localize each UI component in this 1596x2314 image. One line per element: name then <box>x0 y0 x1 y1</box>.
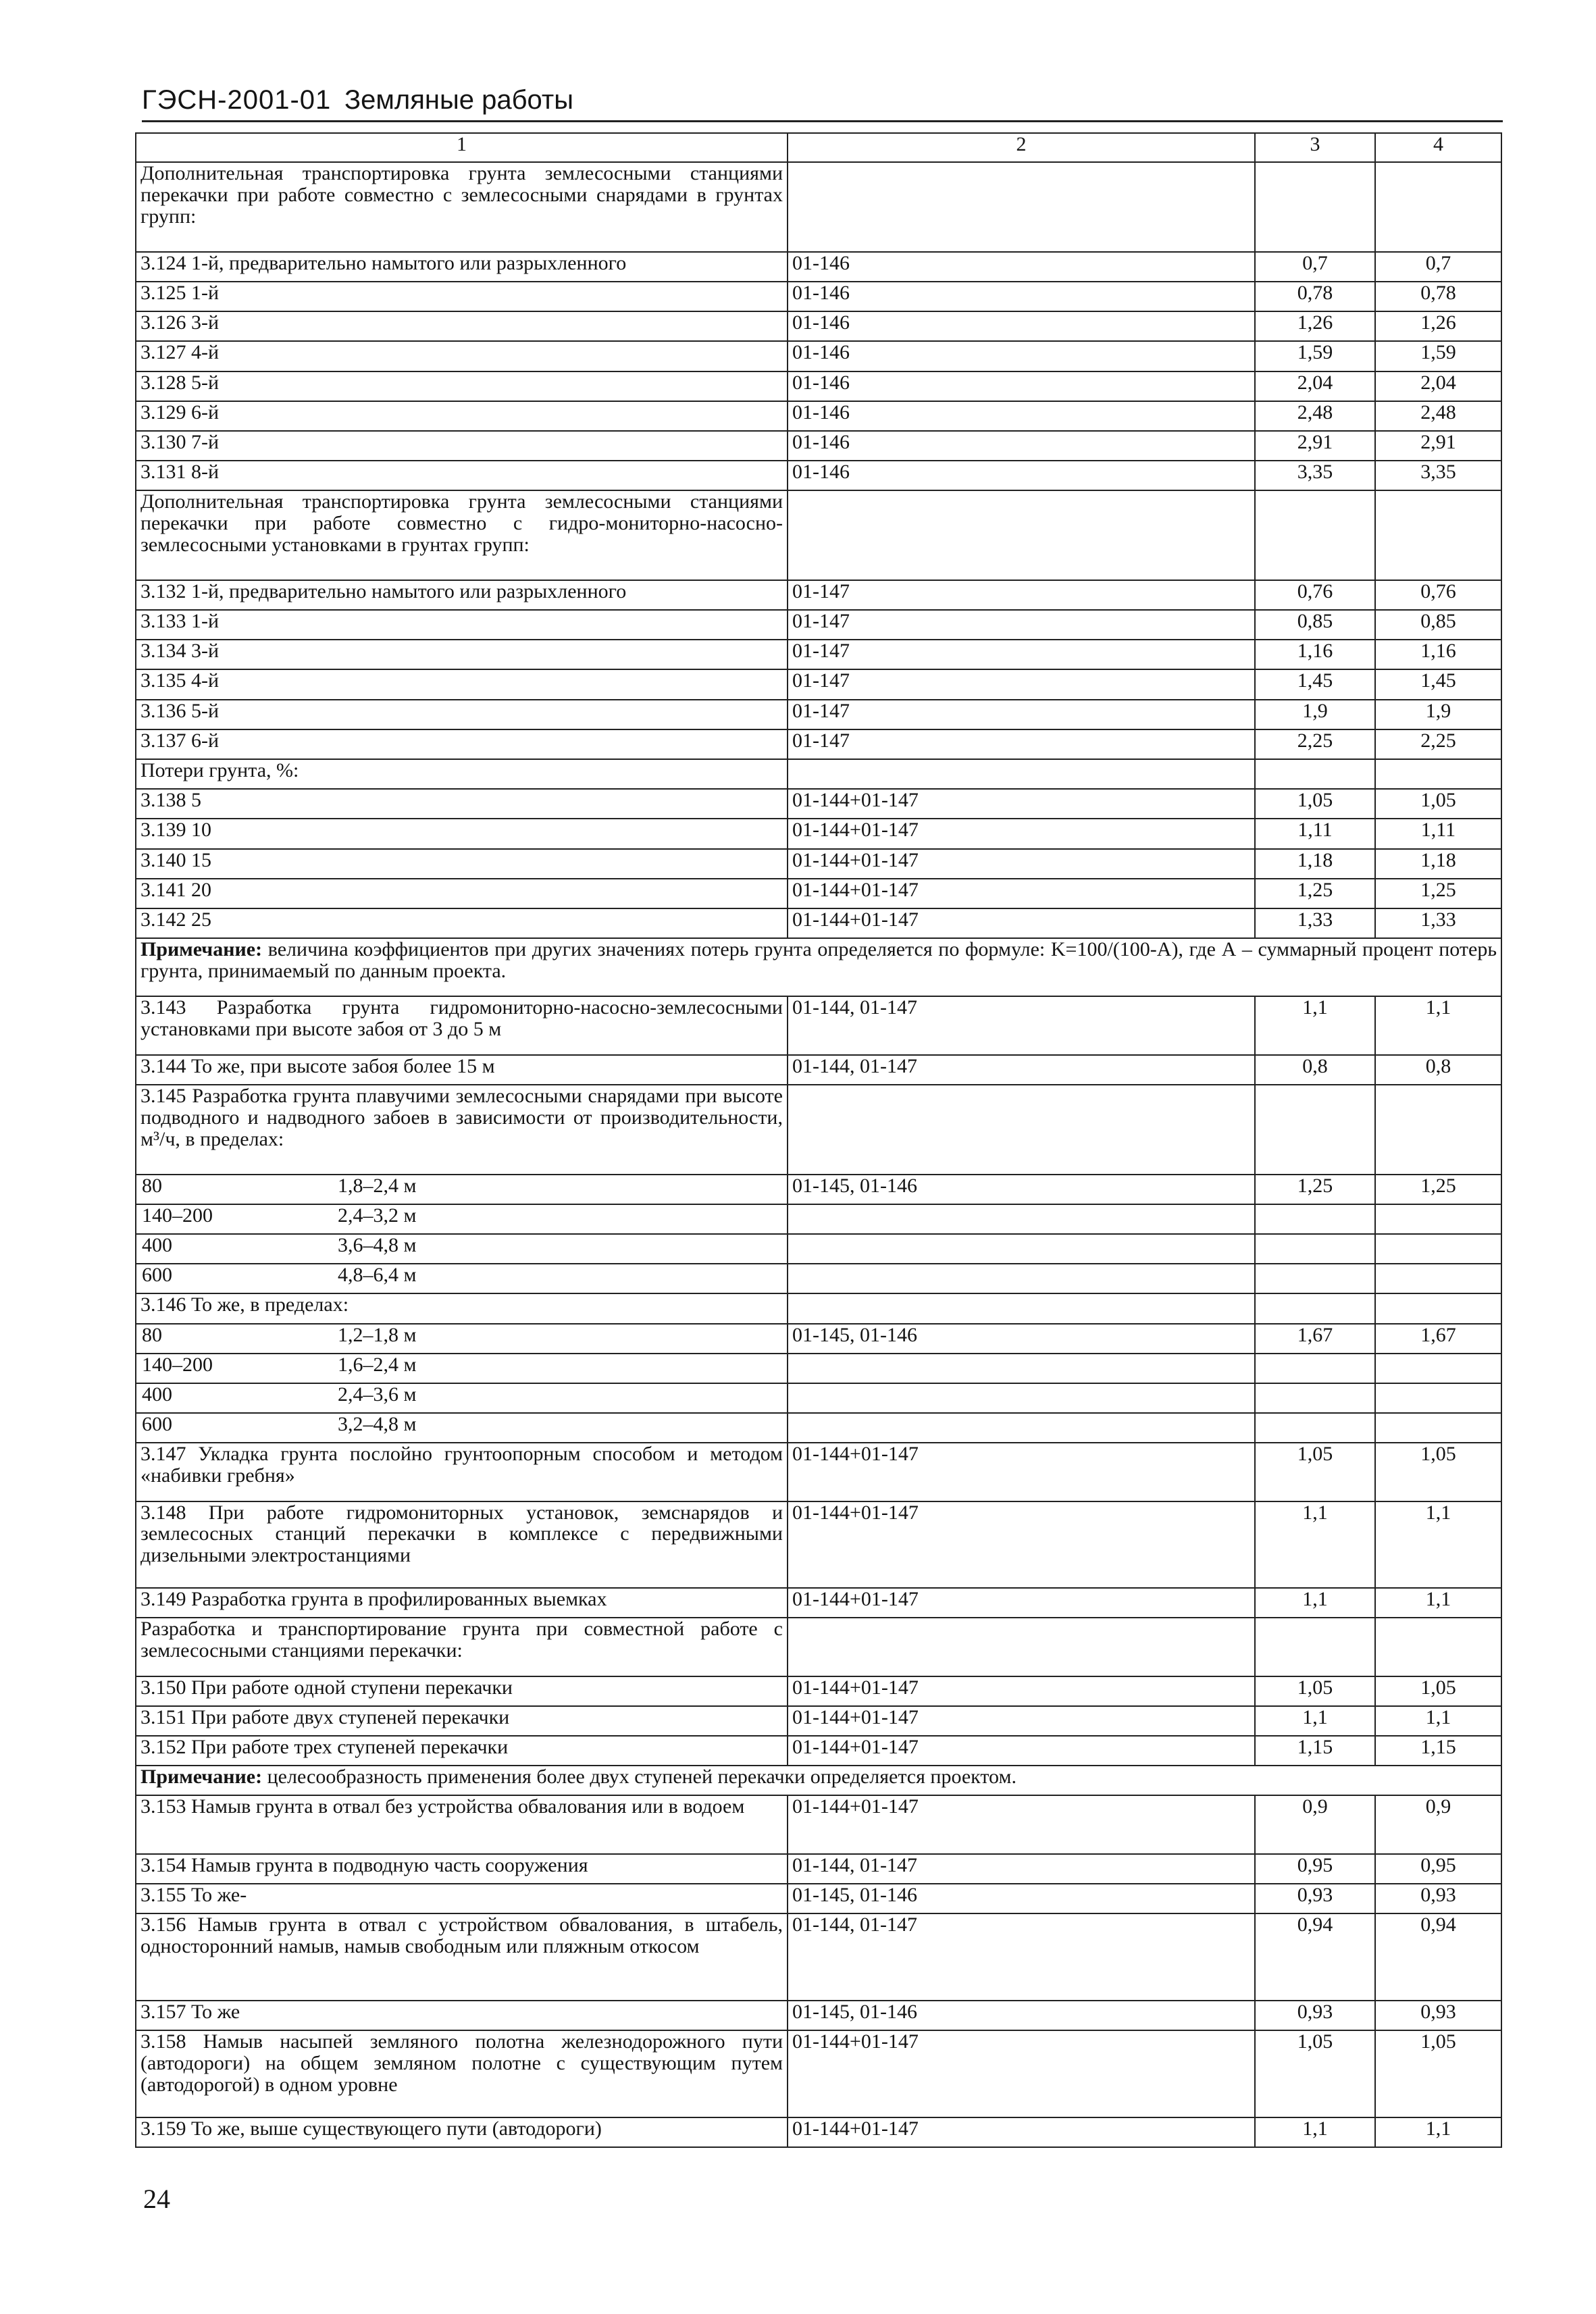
table-subrow <box>136 1175 1501 1204</box>
row-code: 01-144+01-147 <box>788 789 1255 819</box>
row-title: 3.150 При работе одной ступени перекачки <box>136 1676 788 1706</box>
row-code: 01-147 <box>788 640 1255 669</box>
row-code: 01-146 <box>788 282 1255 311</box>
row-value-col3: 1,15 <box>1255 1736 1375 1766</box>
table-row <box>136 341 1501 371</box>
section-heading: Потери грунта, %: <box>136 759 788 789</box>
face-height: 3,6–4,8 м <box>338 1233 417 1256</box>
row-title: 3.154 Намыв грунта в подводную часть сооружения <box>136 1854 788 1884</box>
row-value-col3: 2,25 <box>1255 729 1375 759</box>
row-title: 3.129 6-й <box>136 401 788 431</box>
row-value-col4: 1,25 <box>1375 879 1501 908</box>
row-value-col3: 1,67 <box>1255 1324 1375 1354</box>
row-code: 01-144+01-147 <box>788 1443 1255 1501</box>
table-row <box>136 1854 1501 1884</box>
row-value-col4: 1,45 <box>1375 669 1501 699</box>
coefficients-table <box>135 132 1502 2148</box>
subrow-range <box>136 1383 788 1413</box>
table-row <box>136 282 1501 311</box>
row-title: 3.153 Намыв грунта в отвал без устройства обвалования или в водоем <box>136 1795 788 1853</box>
section-heading: Дополнительная транспортировка грунта землесосными станциями перекачки при работе совместно с гидро-мониторно-насосно-землесосными установками в грунтах групп: <box>136 490 788 580</box>
face-height: 3,2–4,8 м <box>338 1413 417 1436</box>
row-code: 01-144+01-147 <box>788 1501 1255 1589</box>
row-value-col3: 1,1 <box>1255 996 1375 1054</box>
table-row <box>136 1293 1501 1323</box>
table-row <box>136 879 1501 908</box>
row-value-col4: 0,9 <box>1375 1795 1501 1853</box>
row-title: 3.125 1-й <box>136 282 788 311</box>
table-row <box>136 996 1501 1054</box>
column-1-header: 1 <box>136 133 788 162</box>
row-title: 3.130 7-й <box>136 431 788 461</box>
document-code: ГЭСН-2001-01 <box>142 85 332 115</box>
table-row <box>136 819 1501 848</box>
running-header <box>142 81 1503 122</box>
row-title: 3.155 То же- <box>136 1884 788 1913</box>
row-title: 3.142 25 <box>136 908 788 938</box>
table-row <box>136 1055 1501 1085</box>
row-code: 01-145, 01-146 <box>788 2001 1255 2030</box>
row-value-col3: 0,93 <box>1255 1884 1375 1913</box>
note-text: величина коэффициентов при других значениях потерь грунта определяется по формуле: K=100/(100-A), где А – суммарный процент потерь грунта, принимаемый по данным проекта. <box>140 938 1497 982</box>
table-subrow <box>136 1354 1501 1383</box>
row-code: 01-145, 01-146 <box>788 1884 1255 1913</box>
table-section-row <box>136 759 1501 789</box>
row-value-col3: 0,85 <box>1255 610 1375 640</box>
row-title: 3.144 То же, при высоте забоя более 15 м <box>136 1055 788 1085</box>
row-code: 01-146 <box>788 311 1255 341</box>
table-row <box>136 1884 1501 1913</box>
column-3-header: 3 <box>1255 133 1375 162</box>
productivity-range: 80 <box>142 1174 162 1197</box>
table-row <box>136 908 1501 938</box>
table-row <box>136 700 1501 729</box>
row-value-col4: 1,1 <box>1375 996 1501 1054</box>
table-row <box>136 1085 1501 1175</box>
row-code: 01-144, 01-147 <box>788 1854 1255 1884</box>
table-row <box>136 640 1501 669</box>
section-heading: Дополнительная транспортировка грунта землесосными станциями перекачки при работе совместно с землесосными снарядами в грунтах групп: <box>136 162 788 252</box>
table-section-row <box>136 162 1501 252</box>
face-height: 2,4–3,6 м <box>338 1383 417 1406</box>
subrow-range <box>136 1234 788 1264</box>
row-value-col3: 1,33 <box>1255 908 1375 938</box>
row-value-col4: 2,48 <box>1375 401 1501 431</box>
row-title: 3.148 При работе гидромониторных установок, земснарядов и землесосных станций перекачки в комплексе с передвижными дизельными электростанциями <box>136 1501 788 1589</box>
table-subrow <box>136 1324 1501 1354</box>
row-code: 01-146 <box>788 431 1255 461</box>
row-title: 3.128 5-й <box>136 371 788 401</box>
row-title: 3.124 1-й, предварительно намытого или разрыхленного <box>136 252 788 282</box>
table-note-row <box>136 938 1501 996</box>
row-code: 01-144+01-147 <box>788 1736 1255 1766</box>
row-value-col4: 0,93 <box>1375 1884 1501 1913</box>
row-code: 01-144, 01-147 <box>788 996 1255 1054</box>
row-value-col4: 0,93 <box>1375 2001 1501 2030</box>
row-value-col3: 1,25 <box>1255 879 1375 908</box>
row-value-col4: 1,1 <box>1375 1501 1501 1589</box>
row-code: 01-146 <box>788 252 1255 282</box>
row-value-col4: 0,94 <box>1375 1913 1501 2001</box>
note <box>136 1766 1501 1795</box>
table-row <box>136 2117 1501 2147</box>
table-subrow <box>136 1413 1501 1443</box>
productivity-range: 600 <box>142 1264 172 1287</box>
row-value-col4: 1,1 <box>1375 1588 1501 1618</box>
row-value-col3: 1,05 <box>1255 789 1375 819</box>
row-title: 3.145 Разработка грунта плавучими землесосными снарядами при высоте подводного и надводного забоев в зависимости от производительности, м³/ч, в пределах: <box>136 1085 788 1175</box>
row-code: 01-144+01-147 <box>788 849 1255 879</box>
section-heading: Разработка и транспортирование грунта при совместной работе с землесосными станциями перекачки: <box>136 1618 788 1676</box>
row-code: 01-146 <box>788 341 1255 371</box>
row-value-col3: 1,1 <box>1255 2117 1375 2147</box>
row-value-col4: 1,15 <box>1375 1736 1501 1766</box>
row-value-col3: 2,04 <box>1255 371 1375 401</box>
row-code: 01-144+01-147 <box>788 879 1255 908</box>
table-subrow <box>136 1204 1501 1234</box>
row-value-col4: 2,25 <box>1375 729 1501 759</box>
table-column-header <box>136 133 1501 162</box>
row-code: 01-144+01-147 <box>788 1795 1255 1853</box>
table-row <box>136 401 1501 431</box>
row-code: 01-144+01-147 <box>788 1588 1255 1618</box>
row-value-col3: 1,11 <box>1255 819 1375 848</box>
table-row <box>136 789 1501 819</box>
face-height: 4,8–6,4 м <box>338 1264 417 1287</box>
row-code: 01-147 <box>788 700 1255 729</box>
row-code: 01-147 <box>788 729 1255 759</box>
productivity-range: 140–200 <box>142 1204 213 1227</box>
row-value-col4: 0,8 <box>1375 1055 1501 1085</box>
row-value-col3: 0,8 <box>1255 1055 1375 1085</box>
row-title: 3.158 Намыв насыпей земляного полотна железнодорожного пути (автодороги) на общем земляном полотне с существующим путем (автодорогой) в одном уровне <box>136 2030 788 2117</box>
row-value-col4: 1,05 <box>1375 2030 1501 2117</box>
row-value-col3: 2,91 <box>1255 431 1375 461</box>
row-value-col3: 0,95 <box>1255 1854 1375 1884</box>
row-value-col4: 1,1 <box>1375 2117 1501 2147</box>
row-value-col3: 1,05 <box>1255 2030 1375 2117</box>
row-code: 01-147 <box>788 669 1255 699</box>
row-value-col3: 1,9 <box>1255 700 1375 729</box>
subrow-range <box>136 1204 788 1234</box>
row-code: 01-147 <box>788 610 1255 640</box>
subrow-range <box>136 1324 788 1354</box>
productivity-range: 400 <box>142 1383 172 1406</box>
row-code: 01-146 <box>788 401 1255 431</box>
table-row <box>136 729 1501 759</box>
table-row <box>136 580 1501 610</box>
row-title: 3.137 6-й <box>136 729 788 759</box>
row-code: 01-144+01-147 <box>788 908 1255 938</box>
row-value-col3: 1,1 <box>1255 1501 1375 1589</box>
table-row <box>136 610 1501 640</box>
row-code: 01-144+01-147 <box>788 1676 1255 1706</box>
table-section-row <box>136 490 1501 580</box>
row-value-col4: 1,67 <box>1375 1324 1501 1354</box>
productivity-range: 600 <box>142 1413 172 1436</box>
row-value-col3: 0,94 <box>1255 1913 1375 2001</box>
row-value-col3: 1,05 <box>1255 1676 1375 1706</box>
row-value-col4: 0,76 <box>1375 580 1501 610</box>
table-subrow <box>136 1234 1501 1264</box>
row-title: 3.127 4-й <box>136 341 788 371</box>
table-row <box>136 849 1501 879</box>
row-title: 3.141 20 <box>136 879 788 908</box>
row-value-col4: 1,9 <box>1375 700 1501 729</box>
row-value-col3: 3,35 <box>1255 461 1375 490</box>
row-title: 3.149 Разработка грунта в профилированных выемках <box>136 1588 788 1618</box>
row-value-col4: 1,11 <box>1375 819 1501 848</box>
table-row <box>136 1588 1501 1618</box>
row-value-col3: 0,76 <box>1255 580 1375 610</box>
productivity-range: 140–200 <box>142 1353 213 1376</box>
row-code: 01-144, 01-147 <box>788 1055 1255 1085</box>
table-row <box>136 1736 1501 1766</box>
row-code: 01-146 <box>788 461 1255 490</box>
row-code: 01-145, 01-146 <box>788 1175 1255 1204</box>
row-value-col4: 1,05 <box>1375 789 1501 819</box>
row-title: 3.139 10 <box>136 819 788 848</box>
row-value-col4: 0,85 <box>1375 610 1501 640</box>
row-value-col3: 1,26 <box>1255 311 1375 341</box>
row-value-col4: 1,25 <box>1375 1175 1501 1204</box>
row-title: 3.146 То же, в пределах: <box>136 1293 788 1323</box>
row-title: 3.126 3-й <box>136 311 788 341</box>
subrow-range <box>136 1354 788 1383</box>
row-value-col4: 1,59 <box>1375 341 1501 371</box>
column-2-header: 2 <box>788 133 1255 162</box>
row-value-col4: 0,78 <box>1375 282 1501 311</box>
row-title: 3.159 То же, выше существующего пути (автодороги) <box>136 2117 788 2147</box>
face-height: 1,2–1,8 м <box>338 1323 417 1346</box>
row-value-col3: 1,05 <box>1255 1443 1375 1501</box>
row-title: 3.143 Разработка грунта гидромониторно-насосно-землесосными установками при высоте забоя от 3 до 5 м <box>136 996 788 1054</box>
productivity-range: 80 <box>142 1323 162 1346</box>
page-number: 24 <box>143 2184 170 2214</box>
row-value-col4: 3,35 <box>1375 461 1501 490</box>
row-value-col4: 1,05 <box>1375 1676 1501 1706</box>
table-row <box>136 252 1501 282</box>
row-title: 3.133 1-й <box>136 610 788 640</box>
row-code: 01-144+01-147 <box>788 2117 1255 2147</box>
subrow-range <box>136 1175 788 1204</box>
note-label: Примечание: <box>140 1766 263 1789</box>
table-subrow <box>136 1383 1501 1413</box>
table-row <box>136 1913 1501 2001</box>
row-value-col4: 1,16 <box>1375 640 1501 669</box>
row-code: 01-147 <box>788 580 1255 610</box>
row-code: 01-146 <box>788 371 1255 401</box>
row-code: 01-144, 01-147 <box>788 1913 1255 2001</box>
row-value-col4: 1,05 <box>1375 1443 1501 1501</box>
subrow-range <box>136 1264 788 1293</box>
row-value-col4: 1,26 <box>1375 311 1501 341</box>
row-value-col4: 2,91 <box>1375 431 1501 461</box>
row-value-col3: 1,59 <box>1255 341 1375 371</box>
row-value-col3: 2,48 <box>1255 401 1375 431</box>
row-code: 01-144+01-147 <box>788 1706 1255 1736</box>
table-row <box>136 1443 1501 1501</box>
row-code: 01-144+01-147 <box>788 819 1255 848</box>
row-value-col3: 1,25 <box>1255 1175 1375 1204</box>
note-text: целесообразность применения более двух ступеней перекачки определяется проектом. <box>267 1766 1016 1789</box>
table-note-row <box>136 1766 1501 1795</box>
table-row <box>136 1795 1501 1853</box>
face-height: 2,4–3,2 м <box>338 1204 417 1227</box>
table-row <box>136 371 1501 401</box>
column-4-header: 4 <box>1375 133 1501 162</box>
subrow-range <box>136 1413 788 1443</box>
row-value-col4: 2,04 <box>1375 371 1501 401</box>
row-value-col3: 0,93 <box>1255 2001 1375 2030</box>
table-subrow <box>136 1264 1501 1293</box>
row-value-col3: 0,9 <box>1255 1795 1375 1853</box>
row-title: 3.132 1-й, предварительно намытого или разрыхленного <box>136 580 788 610</box>
row-title: 3.131 8-й <box>136 461 788 490</box>
row-title: 3.135 4-й <box>136 669 788 699</box>
row-title: 3.156 Намыв грунта в отвал с устройством обвалования, в штабель, односторонний намыв, намыв свободным или пляжным откосом <box>136 1913 788 2001</box>
row-code: 01-144+01-147 <box>788 2030 1255 2117</box>
row-value-col3: 1,16 <box>1255 640 1375 669</box>
row-title: 3.140 15 <box>136 849 788 879</box>
table-row <box>136 1706 1501 1736</box>
row-title: 3.152 При работе трех ступеней перекачки <box>136 1736 788 1766</box>
table-row <box>136 1501 1501 1589</box>
row-title: 3.157 То же <box>136 2001 788 2030</box>
row-value-col3: 0,7 <box>1255 252 1375 282</box>
table-row <box>136 2001 1501 2030</box>
row-code: 01-145, 01-146 <box>788 1324 1255 1354</box>
table-row <box>136 311 1501 341</box>
row-title: 3.136 5-й <box>136 700 788 729</box>
table-row <box>136 461 1501 490</box>
row-value-col4: 1,33 <box>1375 908 1501 938</box>
note-label: Примечание: <box>140 938 263 961</box>
face-height: 1,6–2,4 м <box>338 1353 417 1376</box>
table-row <box>136 2030 1501 2117</box>
table-row <box>136 1676 1501 1706</box>
face-height: 1,8–2,4 м <box>338 1174 417 1197</box>
note <box>136 938 1501 996</box>
row-title: 3.138 5 <box>136 789 788 819</box>
row-value-col3: 1,1 <box>1255 1588 1375 1618</box>
row-value-col3: 0,78 <box>1255 282 1375 311</box>
row-value-col4: 0,7 <box>1375 252 1501 282</box>
section-title: Земляные работы <box>344 85 573 115</box>
row-value-col3: 1,18 <box>1255 849 1375 879</box>
row-title: 3.134 3-й <box>136 640 788 669</box>
table-section-row <box>136 1618 1501 1676</box>
row-title: 3.151 При работе двух ступеней перекачки <box>136 1706 788 1736</box>
row-value-col4: 1,1 <box>1375 1706 1501 1736</box>
table-row <box>136 669 1501 699</box>
row-value-col3: 1,45 <box>1255 669 1375 699</box>
row-value-col4: 0,95 <box>1375 1854 1501 1884</box>
productivity-range: 400 <box>142 1233 172 1256</box>
table-row <box>136 431 1501 461</box>
row-value-col3: 1,1 <box>1255 1706 1375 1736</box>
row-value-col4: 1,18 <box>1375 849 1501 879</box>
row-title: 3.147 Укладка грунта послойно грунтоопорным способом и методом «набивки гребня» <box>136 1443 788 1501</box>
